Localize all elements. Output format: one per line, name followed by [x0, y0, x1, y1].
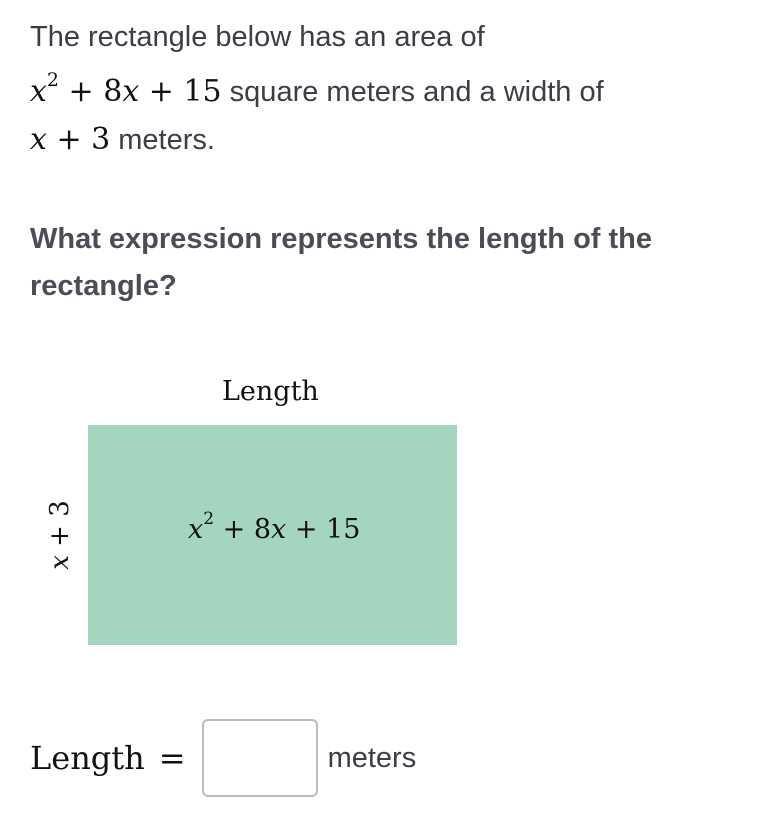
rectangle-width-expression: x + 3	[45, 500, 75, 570]
question-text: What expression represents the length of the rectangle?	[30, 223, 652, 302]
units-label: meters	[327, 741, 417, 774]
end-text: meters.	[110, 124, 215, 156]
width-expression: x + 3	[30, 122, 111, 157]
length-label: Length	[222, 376, 319, 407]
intro-text: The rectangle below has an area of	[30, 21, 485, 53]
answer-label: Length	[30, 739, 145, 777]
area-expression: $x^2 + 8x + 15$	[30, 69, 222, 109]
rectangle-area-expression: $x^2 + 8x + 15$	[188, 509, 361, 545]
equals-sign: =	[158, 739, 186, 777]
problem-statement	[30, 14, 730, 164]
length-answer-input[interactable]	[202, 719, 318, 797]
middle-text: square meters and a width of	[221, 76, 604, 108]
answer-row	[30, 716, 416, 800]
